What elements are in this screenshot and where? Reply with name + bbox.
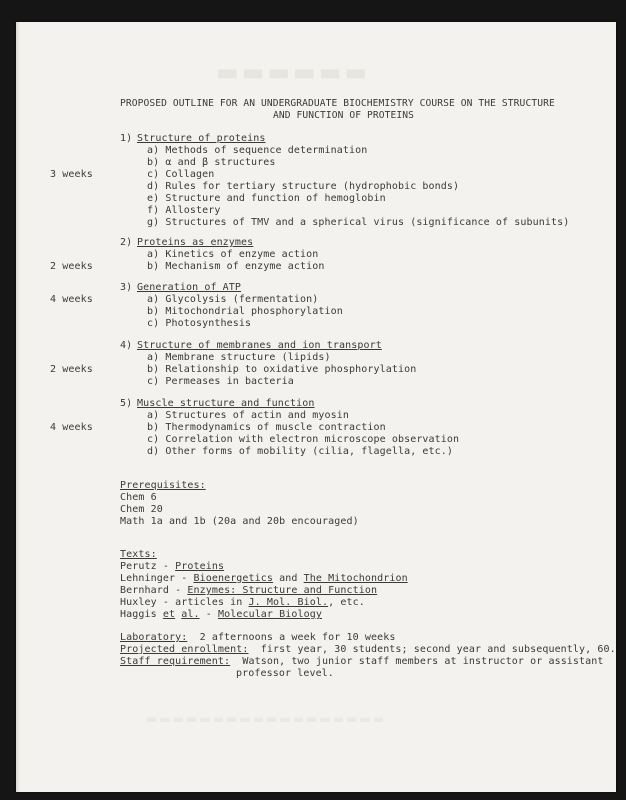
item-letter: d)	[147, 446, 160, 457]
item-letter: d)	[147, 181, 160, 192]
item-text: Methods of sequence determination	[165, 145, 368, 156]
item-text: Kinetics of enzyme action	[165, 249, 319, 260]
text-author: Huxley	[120, 597, 157, 608]
item-letter: b)	[147, 364, 160, 375]
list-item	[147, 169, 214, 181]
text-separator: -	[168, 585, 188, 596]
item-letter: a)	[147, 352, 160, 363]
list-item	[147, 181, 459, 193]
item-letter: c)	[147, 169, 160, 180]
staff-line-continued: professor level.	[236, 668, 334, 679]
item-letter: a)	[147, 410, 160, 421]
item-text: Mitochondrial phosphorylation	[165, 306, 343, 317]
item-text: Photosynthesis	[165, 318, 252, 329]
item-text: Glycolysis (fermentation)	[165, 294, 319, 305]
section-title: Generation of ATP	[137, 282, 242, 293]
text-title: Molecular Biology	[217, 609, 323, 620]
item-letter: f)	[147, 205, 160, 216]
text-entry	[120, 585, 377, 597]
item-text: Membrane structure (lipids)	[165, 352, 331, 363]
section-title: Proteins as enzymes	[137, 237, 254, 248]
staff-line	[120, 656, 604, 668]
bleed-through-mark: ▬▬▬▬▬▬	[216, 58, 371, 86]
item-text: α and β structures	[165, 157, 276, 168]
section-title: Structure of membranes and ion transport	[137, 340, 382, 351]
item-letter: b)	[147, 261, 160, 272]
text-separator: -	[199, 609, 218, 620]
list-item	[147, 422, 386, 434]
section-number: 5)	[120, 398, 133, 409]
text-journal: J. Mol. Biol.	[248, 597, 329, 608]
list-item	[147, 434, 459, 446]
item-letter: c)	[147, 318, 160, 329]
list-item	[147, 306, 343, 318]
item-letter: b)	[147, 422, 160, 433]
text-author: Perutz	[120, 561, 157, 572]
prerequisite-item: Chem 6	[120, 492, 157, 503]
text-entry	[120, 597, 365, 609]
document-page	[16, 22, 616, 792]
text-conjunction: and	[273, 573, 304, 584]
text-entry	[120, 561, 224, 573]
item-letter: c)	[147, 376, 160, 387]
enrollment-label: Projected enrollment:	[120, 644, 249, 655]
text-separator: -	[156, 561, 176, 572]
list-item	[147, 205, 220, 217]
section-number: 2)	[120, 237, 133, 248]
item-text: Thermodynamics of muscle contraction	[165, 422, 386, 433]
section-title: Structure of proteins	[137, 133, 266, 144]
prerequisite-item: Chem 20	[120, 504, 163, 515]
text-entry	[120, 573, 408, 585]
item-text: Mechanism of enzyme action	[165, 261, 325, 272]
list-item	[147, 145, 367, 157]
section-duration: 4 weeks	[50, 422, 93, 433]
item-text: Structures of actin and myosin	[165, 410, 349, 421]
section-number: 1)	[120, 133, 133, 144]
list-item	[147, 294, 318, 306]
text-suffix: , etc.	[328, 597, 365, 608]
enrollment-value: first year, 30 students; second year and subsequently, 60.	[260, 644, 616, 655]
list-item	[147, 376, 294, 388]
section-number: 4)	[120, 340, 133, 351]
staff-label: Staff requirement:	[120, 656, 231, 667]
list-item	[147, 157, 276, 169]
bleed-through-mark: ▬▬▬▬▬▬▬▬▬▬▬▬▬▬▬▬▬▬	[146, 712, 387, 726]
enrollment-line	[120, 644, 616, 656]
item-text: Rules for tertiary structure (hydrophobic bonds)	[165, 181, 460, 192]
text-title: The Mitochondrion	[303, 573, 408, 584]
section-duration: 2 weeks	[50, 261, 93, 272]
page-edge-shadow	[16, 22, 20, 792]
prerequisites-heading: Prerequisites:	[120, 480, 206, 491]
section-duration: 4 weeks	[50, 294, 93, 305]
texts-heading: Texts:	[120, 549, 157, 560]
item-letter: e)	[147, 193, 160, 204]
section-duration: 3 weeks	[50, 169, 93, 180]
item-letter: c)	[147, 434, 160, 445]
list-item	[147, 352, 331, 364]
list-item	[147, 249, 318, 261]
text-entry	[120, 609, 322, 621]
item-letter: b)	[147, 306, 160, 317]
laboratory-line	[120, 632, 395, 644]
text-al: al.	[181, 609, 200, 620]
text-et: et	[162, 609, 176, 620]
item-text: Structure and function of hemoglobin	[165, 193, 386, 204]
text-title: Bioenergetics	[193, 573, 274, 584]
staff-value: Watson, two junior staff members at instructor or assistant	[242, 656, 604, 667]
laboratory-value: 2 afternoons a week for 10 weeks	[199, 632, 396, 643]
item-letter: a)	[147, 249, 160, 260]
text-separator: - articles in	[156, 597, 249, 608]
item-text: Correlation with electron microscope observation	[165, 434, 460, 445]
section-duration: 2 weeks	[50, 364, 93, 375]
list-item	[147, 261, 325, 273]
list-item	[147, 217, 569, 229]
text-title: Enzymes: Structure and Function	[187, 585, 378, 596]
text-author: Haggis	[120, 609, 163, 620]
text-separator: -	[175, 573, 194, 584]
text-author: Lehninger	[120, 573, 176, 584]
list-item	[147, 364, 416, 376]
item-letter: a)	[147, 145, 160, 156]
document-title-line-1: PROPOSED OUTLINE FOR AN UNDERGRADUATE BIOCHEMISTRY COURSE ON THE STRUCTURE	[120, 98, 555, 109]
item-text: Allostery	[165, 205, 221, 216]
item-text: Relationship to oxidative phosphorylation	[165, 364, 417, 375]
item-letter: b)	[147, 157, 160, 168]
text-author: Bernhard	[120, 585, 169, 596]
section-title: Muscle structure and function	[137, 398, 315, 409]
prerequisite-item: Math 1a and 1b (20a and 20b encouraged)	[120, 516, 359, 527]
list-item	[147, 318, 251, 330]
document-title-line-2: AND FUNCTION OF PROTEINS	[273, 110, 415, 121]
item-letter: a)	[147, 294, 160, 305]
item-text: Permeases in bacteria	[165, 376, 294, 387]
item-text: Structures of TMV and a spherical virus (significance of subunits)	[165, 217, 570, 228]
section-number: 3)	[120, 282, 133, 293]
item-text: Other forms of mobility (cilia, flagella, etc.)	[165, 446, 454, 457]
item-letter: g)	[147, 217, 160, 228]
list-item	[147, 410, 349, 422]
item-text: Collagen	[165, 169, 215, 180]
text-title: Proteins	[175, 561, 225, 572]
list-item	[147, 446, 453, 458]
laboratory-label: Laboratory:	[120, 632, 188, 643]
list-item	[147, 193, 386, 205]
